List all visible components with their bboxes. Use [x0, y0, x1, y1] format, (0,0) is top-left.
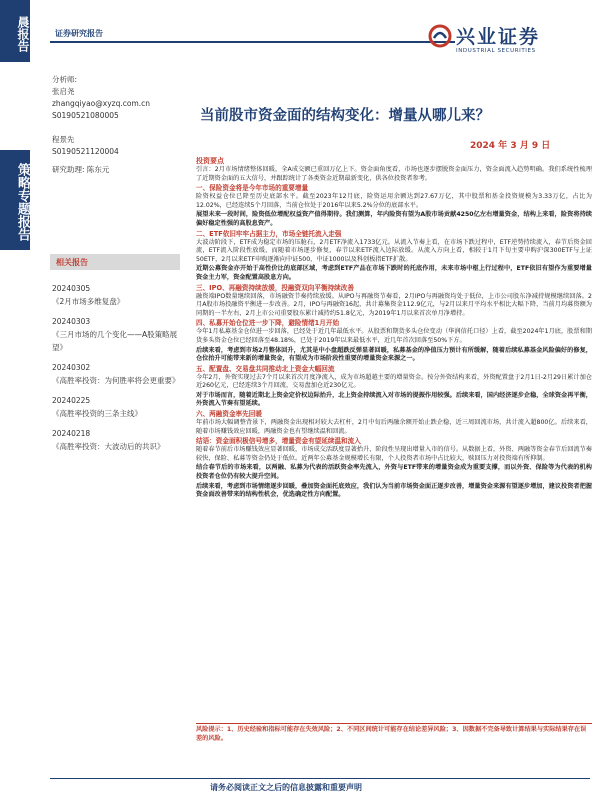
analyst-info — [52, 74, 184, 176]
left-band — [0, 0, 30, 800]
analyst-license: S0190521080005 — [52, 111, 119, 120]
related-report-title: 《2月市场多维复盘》 — [52, 297, 125, 306]
report-category-tag: 策略专题报告 — [0, 150, 30, 250]
related-report-item[interactable] — [52, 361, 184, 387]
related-report-date: 20240303 — [52, 317, 91, 326]
related-report-item[interactable] — [52, 394, 184, 420]
related-report-title: 《高胜率投资的三条主线》 — [52, 409, 142, 418]
report-title: 当前股市资金面的结构变化：增量从哪儿来？ — [200, 108, 490, 124]
footer-disclaimer: 请务必阅读正文之后的信息披露和重要声明 — [210, 783, 362, 792]
header-label: 证券研究报告 — [55, 29, 103, 38]
related-report-date: 20240305 — [52, 284, 91, 293]
company-logo — [428, 18, 588, 72]
related-report-date: 20240225 — [52, 396, 91, 405]
summary-heading: 投资要点 — [196, 157, 224, 165]
analyst-email[interactable]: zhangqiyao@xyzq.com.cn — [52, 99, 151, 108]
analyst-label: 分析师: — [52, 75, 78, 84]
section-6-paragraph-1: 年前市场大幅调整背景下，两融资金出现相对较大去杠杆，2月中旬后两融余额开始止跌企稳，近三周回流市场，共计流入超800亿。后续来看，随着市场赚钱效应回暖，两融资金也有望继续温和回流。 — [196, 419, 592, 435]
analyst-name: 张启尧 — [52, 87, 75, 96]
report-type-tag: 晨报告 — [0, 0, 30, 62]
section-7-paragraph-3: 后续来看，考虑到市场情绪逐步回暖，叠加资金面托底效应，我们认为当前市场资金面正逐步改善，增量资金来源有望逐步增加，建议投资者把握资金面改善带来的结构性机会，优选确定性方向配置。 — [196, 482, 592, 499]
section-heading-6: 六、两融资金率先回暖 — [196, 410, 262, 419]
footer-divider — [50, 778, 590, 779]
section-2-paragraph-1: 大波动阶段下，ETF成为稳定市场的压舱石，2月ETF净流入1733亿元。从流入节奏上看，在市场下跌过程中，ETF逆势持续流入，春节后资金回流，ETF流入阶段性放缓，而随着市场逐步修复，春节以来ETF流入边际放缓。从流入方向上看，相较于1月下旬主要申购沪深300ETF与上证50ETF，2月以来ETF申购逐渐向中证500、中证1000以及科创板指ETF扩散。 — [196, 238, 592, 263]
section-1-paragraph-2: 展望未来一段时间，险资低位增配权益资产值得期待。我们测算，年内险资有望为A股市场贡献4250亿左右增量资金，结构上来看，险资将持续偏好稳定性强的高股息资产。 — [196, 211, 592, 227]
section-7-paragraph-2: 结合春节后的市场来看，以两融、私募为代表的活跃资金率先流入，外资与ETF带来的增量资金成为重要支撑，而以外资、保险等为代表的机构投资者仓位仍有较大提升空间。 — [196, 464, 592, 481]
section-7-paragraph-1: 随着春节前后市场赚钱效应显著回暖，市场成交活跃度显著抬升，阶段性呈现出增量入市的信号。从数据上看，外资、两融等资金春节后回流节奏较快，保险、私募等资金仍处于低位。近两年公募基金规模增长有限，个人投资者市场中占比较大，赎回压力对投资端有所抑制。 — [196, 446, 592, 462]
related-reports-list — [52, 282, 184, 460]
analyst-name-2: 程景先 — [52, 135, 75, 144]
logo-text-en: INDUSTRIAL SECURITIES — [456, 48, 536, 54]
section-2-paragraph-2: 近期公募资金亦开始于高性价比的底部区域，考虑到ETF产品在市场下跌时的托底作用，未来市场中枢上行过程中，ETF依旧有望作为重要增量资金主力军，资金配置高股息方向。 — [196, 265, 592, 281]
logo-mark-icon — [428, 24, 452, 48]
header-divider — [50, 41, 455, 43]
related-report-item[interactable] — [52, 427, 184, 453]
section-1-paragraph-1: 险资权益仓位已降至历史底部水平。截至2023年12月底，险资运用余额达到27.67万亿，其中股票和基金投资规模为3.33万亿，占比为12.02%，已经连续5个月回落，当前仓位处于2016年以来5.2%分位的底部水平。 — [196, 193, 592, 209]
section-heading-5: 五、配置盘、交易盘共同推动北上资金大幅回流 — [196, 364, 335, 373]
page-footer — [0, 776, 600, 800]
section-heading-4: 四、私募开始仓位进一步下降，避险情绪1月开始 — [196, 319, 340, 328]
report-body — [196, 156, 592, 501]
section-heading-7: 结语：资金面积极信号增多，增量资金有望延续温和流入 — [196, 437, 361, 446]
related-report-title: 《高胜率投资：为何胜率将会更重要》 — [52, 376, 180, 385]
section-4-paragraph-2: 后续来看，考虑到市场2月整体回升，尤其是中小盘超跌反弹显著回暖，私募基金的净值压力预计有所缓解，随着后续私募基金风险偏好的修复，仓位抬升可能带来新的增量资金，有望成为市场阶段性重要的增量资金来源之一。 — [196, 346, 592, 363]
section-5-paragraph-2: 对于市场而言，随着近期北上资金定价权边际抬升，北上资金持续流入对市场的提振作用较强。后续来看，国内经济逐步企稳，全球资金再平衡，外资流入节奏有望延续。 — [196, 391, 592, 408]
analyst-sidebar — [52, 74, 184, 176]
logo-text-cn: 兴业证券 — [456, 26, 541, 48]
analyst-license-2: S0190521120004 — [52, 147, 119, 156]
related-reports-heading: 相关报告 — [50, 254, 180, 270]
risk-warning: 风险提示：1、历史经验和指标可能存在失效风险；2、不同区间统计可能存在结论差异风险；3、因数据不完备导致计算结果与实际结果存在误差的风险。 — [196, 723, 592, 743]
related-report-title: 《高胜率投资：大波动后的共识》 — [52, 442, 165, 451]
section-heading-1: 一、保险资金将是今年市场的重要增量 — [196, 184, 309, 193]
related-report-date: 20240302 — [52, 363, 91, 372]
related-report-date: 20240218 — [52, 429, 91, 438]
intro-paragraph: 引言：2月市场情绪整体回暖，全A成交额已重回万亿上下。资金面角度看，市场也逐步摆脱资金面压力，资金面流入趋势明确。我们系统性梳理了近期资金面的五大信号，并跟踪统计了各类资金近期最新变化，供各位投资者参考。 — [196, 166, 592, 182]
section-5-paragraph-1: 今年2月，外资实现过去7个月以来首次月度净流入，成为市场超越主要的增量资金。按分外资结构来看，外资配置盘于2月1日-2月29日累计加仓近260亿元，已经连续3个月回流，交易盘加仓近230亿元。 — [196, 373, 592, 390]
research-assistant: 研究助理: 陈东元 — [52, 165, 110, 174]
section-heading-3: 三、IPO、再融资持续放缓，投融资双向平衡持续改善 — [196, 283, 354, 292]
report-date: 2024 年 3 月 9 日 — [470, 141, 551, 151]
section-3-paragraph-1: 融资端IPO数量继续回落，市场融资节奏持续放缓。从IPO与再融资节奏看，2月IPO与再融资均处于低位，上市公司股东净减持规模继续回落。2月A股市场投融资平衡进一步改善。2月，IPO与再融资16起，共计募集资金112.9亿元，与2月以来月平均水平相比大幅下降，当前月均募资额为同期的一半左右，2月上市公司重要股东累计减持约51.8亿元，为2019年1月以来首次单月净增持。 — [196, 292, 592, 317]
related-report-title: 《三月市场的几个变化——A股策略展望》 — [52, 330, 178, 352]
related-report-item[interactable] — [52, 282, 184, 308]
section-4-paragraph-1: 今年1月私募基金仓位进一步回落，已经处于近几年最低水平。从股票和期货多头仓位变动（华润信托口径）上看，截至2024年1月底，股票和期货多头资金仓位已经回落至48.18%，已处于2019年以来最低水平，近几年首次回落至50%下方。 — [196, 328, 592, 344]
related-report-item[interactable] — [52, 315, 184, 354]
section-heading-2: 二、ETF依旧牢牢占据主力，市场全链托流入走强 — [196, 229, 342, 238]
